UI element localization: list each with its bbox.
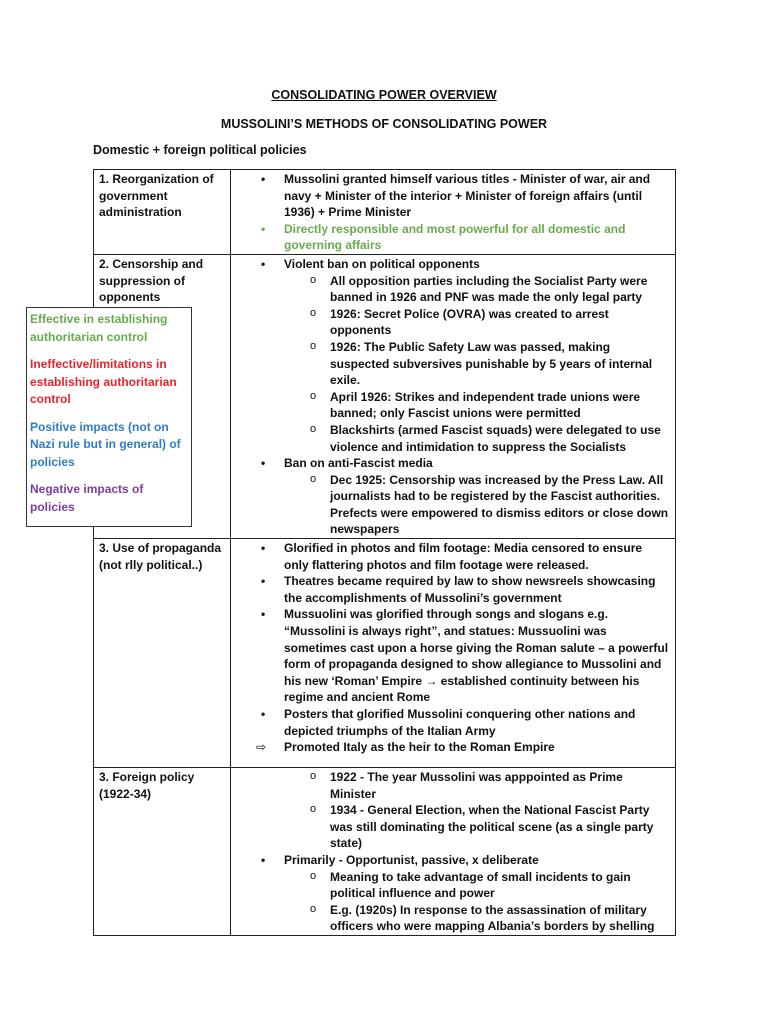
row-label: 3. Use of propaganda (not rlly political..) [94, 539, 231, 768]
color-legend-box [26, 307, 192, 527]
row-content [231, 254, 676, 538]
list-item: o All opposition parties including the Socialist Party were banned in 1926 and PNF was made the only legal party [236, 273, 670, 306]
list-item: o 1934 - General Election, when the National Fascist Party was still dominating the political scene (as a single party state) [236, 802, 670, 852]
document-title: CONSOLIDATING POWER OVERVIEW [271, 88, 497, 102]
list-item: • Theatres became required by law to show newsreels showcasing the accomplishments of Mussolini’s government [236, 573, 670, 606]
legend-effective: Effective in establishing authoritarian control [30, 312, 168, 344]
list-item: • Posters that glorified Mussolini conquering other nations and depicted triumphs of the Italian Army [236, 706, 670, 739]
legend-positive: Positive impacts (not on Nazi rule but in general) of policies [30, 419, 181, 469]
section-heading: Domestic + foreign political policies [93, 143, 307, 157]
list-item: o 1926: The Public Safety Law was passed, making suspected subversives punishable by 5 years of internal exile. [236, 339, 670, 389]
list-item: • Mussuolini was glorified through songs and slogans e.g. “Mussolini is always right”, and statues: Mussuolini was sometimes cast upon a horse giving the Roman salute – a powerful form of propaganda designed to show allegiance to Mussolini and his new ‘Roman’ Empire → established continuity between his regime and ancient Rome [236, 606, 670, 706]
table-row [94, 170, 676, 255]
row-label: 1. Reorganization of government administration [94, 170, 231, 255]
list-item: o E.g. (1920s) In response to the assassination of military officers who were mapping Albania’s borders by shelling [236, 902, 670, 935]
list-item: o 1926: Secret Police (OVRA) was created to arrest opponents [236, 306, 670, 339]
table-row [94, 539, 676, 768]
list-item: • Glorified in photos and film footage: Media censored to ensure only flattering photos and film footage were released. [236, 540, 670, 573]
document-subtitle: MUSSOLINI’S METHODS OF CONSOLIDATING POWER [220, 117, 548, 131]
list-item: • Ban on anti-Fascist media [236, 455, 670, 472]
list-item: • Violent ban on political opponents [236, 256, 670, 273]
policies-table [93, 169, 676, 936]
list-item: o Dec 1925: Censorship was increased by the Press Law. All journalists had to be registered by the Fascist authorities. Prefects were empowered to dismiss editors or close down newspapers [236, 472, 670, 538]
list-item: o Meaning to take advantage of small incidents to gain political influence and power [236, 869, 670, 902]
legend-ineffective: Ineffective/limitations in establishing authoritarian control [30, 357, 177, 406]
list-item-arrow: ⇨ Promoted Italy as the heir to the Roman Empire [236, 739, 670, 756]
list-item: • Mussolini granted himself various titles - Minister of war, air and navy + Minister of the interior + Minister of foreign affairs (until 1936) + Prime Minister [236, 171, 670, 221]
list-item: o 1922 - The year Mussolini was apppointed as Prime Minister [236, 769, 670, 802]
list-item: • Directly responsible and most powerful for all domestic and governing affairs [236, 221, 670, 254]
row-content [231, 768, 676, 936]
row-label: 2. Censorship and suppression of opponents [94, 254, 231, 538]
row-label: 3. Foreign policy (1922-34) [94, 768, 231, 936]
table-row [94, 768, 676, 936]
list-item: o April 1926: Strikes and independent trade unions were banned; only Fascist unions were permitted [236, 389, 670, 422]
list-item: • Primarily - Opportunist, passive, x deliberate [236, 852, 670, 869]
row-content [231, 539, 676, 768]
row-content [231, 170, 676, 255]
legend-negative: Negative impacts of policies [30, 482, 144, 514]
list-item: o Blackshirts (armed Fascist squads) were delegated to use violence and intimidation to suppress the Socialists [236, 422, 670, 455]
